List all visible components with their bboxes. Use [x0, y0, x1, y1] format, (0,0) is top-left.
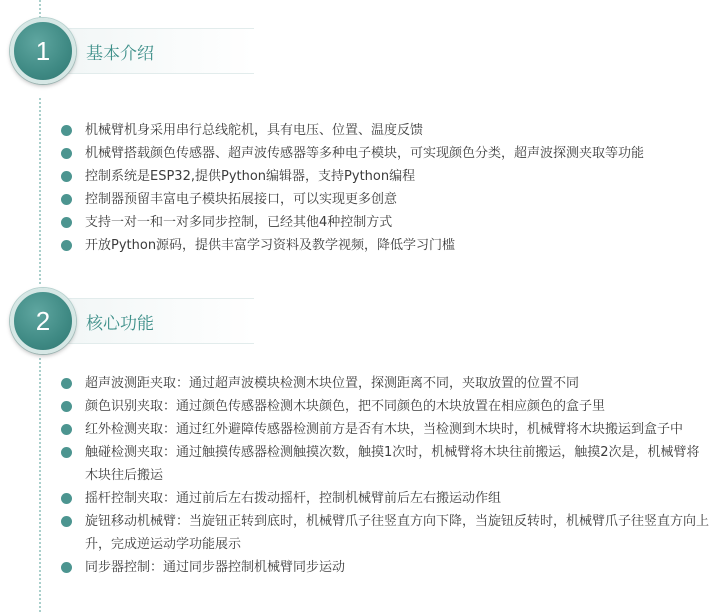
bullet-dot-icon — [61, 171, 72, 182]
section-2-number-badge: 2 — [10, 288, 76, 354]
section-1-number-badge: 1 — [10, 18, 76, 84]
bullet-dot-icon — [61, 401, 72, 412]
bullet-dot-icon — [61, 125, 72, 136]
timeline-dotted-line-middle — [39, 98, 41, 284]
timeline-dotted-line-bottom — [39, 358, 41, 612]
section-2-list — [58, 372, 712, 579]
list-item: 超声波测距夹取：通过超声波模块检测木块位置，探测距离不同，夹取放置的位置不同 — [58, 372, 712, 395]
bullet-dot-icon — [61, 516, 72, 527]
list-item: 控制系统是ESP32,提供Python编辑器，支持Python编程 — [58, 165, 712, 188]
list-item: 颜色识别夹取：通过颜色传感器检测木块颜色，把不同颜色的木块放置在相应颜色的盒子里 — [58, 395, 712, 418]
section-2-header — [10, 288, 710, 348]
list-item: 红外检测夹取：通过红外避障传感器检测前方是否有木块，当检测到木块时，机械臂将木块搬运到盒子中 — [58, 418, 712, 441]
list-item: 机械臂机身采用串行总线舵机，具有电压、位置、温度反馈 — [58, 119, 712, 142]
list-item: 旋钮移动机械臂：当旋钮正转到底时，机械臂爪子往竖直方向下降，当旋钮反转时，机械臂爪子往竖直方向上升，完成逆运动学功能展示 — [58, 510, 712, 556]
bullet-dot-icon — [61, 194, 72, 205]
section-1-header — [10, 18, 710, 78]
section-2-title: 核心功能 — [86, 314, 154, 334]
list-item: 控制器预留丰富电子模块拓展接口，可以实现更多创意 — [58, 188, 712, 211]
section-2-title-bar — [54, 298, 254, 344]
section-1-title-bar — [54, 28, 254, 74]
bullet-dot-icon — [61, 217, 72, 228]
bullet-dot-icon — [61, 447, 72, 458]
bullet-dot-icon — [61, 240, 72, 251]
section-1-list — [58, 119, 712, 257]
list-item: 摇杆控制夹取：通过前后左右拨动摇杆，控制机械臂前后左右搬运动作组 — [58, 487, 712, 510]
bullet-dot-icon — [61, 378, 72, 389]
bullet-dot-icon — [61, 493, 72, 504]
bullet-dot-icon — [61, 562, 72, 573]
list-item: 开放Python源码，提供丰富学习资料及教学视频，降低学习门槛 — [58, 234, 712, 257]
bullet-dot-icon — [61, 424, 72, 435]
list-item: 同步器控制：通过同步器控制机械臂同步运动 — [58, 556, 712, 579]
bullet-dot-icon — [61, 148, 72, 159]
list-item: 触碰检测夹取：通过触摸传感器检测触摸次数，触摸1次时，机械臂将木块往前搬运，触摸2次是，机械臂将木块往后搬运 — [58, 441, 712, 487]
list-item: 支持一对一和一对多同步控制，已经其他4种控制方式 — [58, 211, 712, 234]
list-item: 机械臂搭载颜色传感器、超声波传感器等多种电子模块，可实现颜色分类，超声波探测夹取等功能 — [58, 142, 712, 165]
section-1-title: 基本介绍 — [86, 44, 154, 64]
